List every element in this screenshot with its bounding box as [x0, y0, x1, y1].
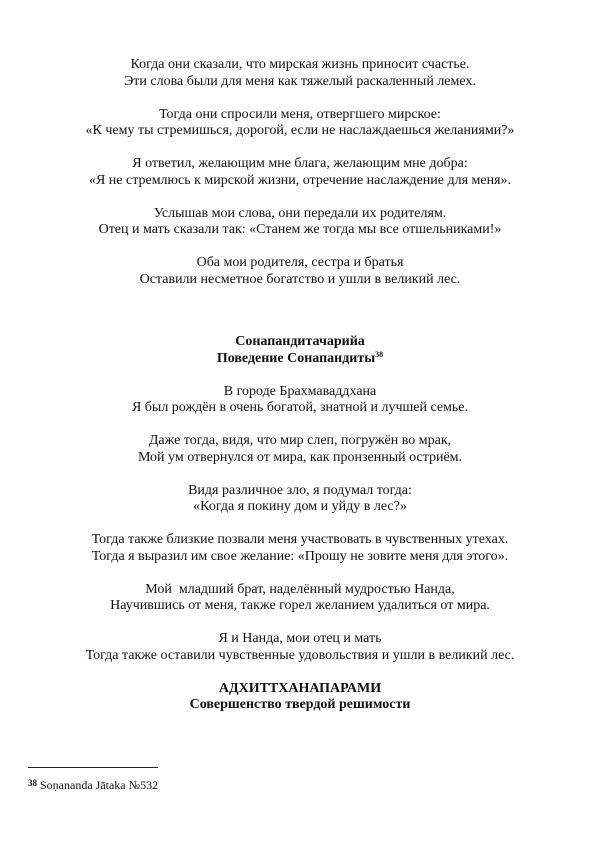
stanza — [0, 631, 600, 664]
verse-line: Даже тогда, видя, что мир слеп, погружён во мрак, — [148, 433, 452, 448]
footnote-text: Soṇananda Jātaka №532 — [40, 778, 159, 792]
verses-part-2 — [0, 384, 600, 665]
verse-line: Я ответил, желающим мне блага, желающим мне добра: — [132, 156, 468, 171]
verse-line: Тогда также близкие позвали меня участвовать в чувственных утехах. — [91, 532, 509, 547]
verse-line: Услышав мои слова, они передали их родителям. — [153, 205, 447, 221]
section-title: АДХИТТХАНАПАРАМИ — [218, 680, 382, 696]
verse-line: Эти слова были для меня как тяжелый раскаленный лемех. — [124, 73, 476, 89]
verse-line: Видя различное зло, я подумал тогда: — [188, 482, 412, 498]
verse-line: В городе Брахмаваддхана — [223, 383, 377, 399]
stanza — [0, 107, 600, 140]
verse-line: Отец и мать сказали так: «Станем же тогда мы все отшельниками!» — [98, 222, 502, 237]
footnote-divider — [28, 767, 158, 768]
stanza — [0, 582, 600, 615]
verse-line: Тогда они спросили меня, отвергшего мирское: — [159, 106, 441, 122]
stanza — [0, 57, 600, 90]
verse-line: Оставили несметное богатство и ушли в великий лес. — [139, 271, 461, 287]
verse-line: «К чему ты стремишься, дорогой, если не наслаждаешься желаниями?» — [85, 123, 515, 138]
verse-line: «Я не стремлюсь к мирской жизни, отречение наслаждение для меня». — [88, 172, 512, 188]
stanza — [0, 156, 600, 189]
stanza — [0, 532, 600, 565]
stanza — [0, 206, 600, 239]
stanza — [0, 255, 600, 288]
verse-line: Я был рождён в очень богатой, знатной и лучшей семье. — [131, 400, 469, 415]
section-heading-sonapandita — [0, 334, 600, 367]
section-title: Сонапандитачарийа — [235, 334, 365, 349]
verse-line: «Когда я покину дом и уйду в лес?» — [193, 499, 407, 514]
verse-line: Мой ум отвернулся от мира, как пронзенный остриём. — [137, 449, 463, 465]
verse-line: Тогда также оставили чувственные удовольствия и ушли в великий лес. — [85, 647, 515, 663]
stanza — [0, 433, 600, 466]
stanza — [0, 384, 600, 417]
section-subtitle: Поведение Сонапандиты$^{38}$ — [216, 349, 384, 366]
footnote-ref[interactable]: 38 — [375, 349, 384, 359]
section-subtitle: Совершенство твердой решимости — [189, 697, 411, 712]
verse-line: Я и Нанда, мои отец и мать — [218, 631, 382, 646]
footnote — [28, 778, 158, 793]
verse-line: Когда они сказали, что мирская жизнь приносит счастье. — [130, 57, 470, 72]
verse-line: Научившись от меня, также горел желанием удалиться от мира. — [110, 598, 490, 613]
footnote-number: 38 — [28, 778, 37, 788]
verses-part-1 — [0, 57, 600, 288]
stanza — [0, 483, 600, 516]
verse-line: Тогда я выразил им свое желание: «Прошу не зовите меня для этого». — [91, 548, 509, 564]
verse-line: Оба мои родителя, сестра и братья — [196, 255, 404, 270]
section-heading-adhitthana — [0, 681, 600, 714]
page-body — [0, 57, 600, 730]
verse-line: Мой младший брат, наделённый мудростью Нанда, — [145, 581, 455, 597]
